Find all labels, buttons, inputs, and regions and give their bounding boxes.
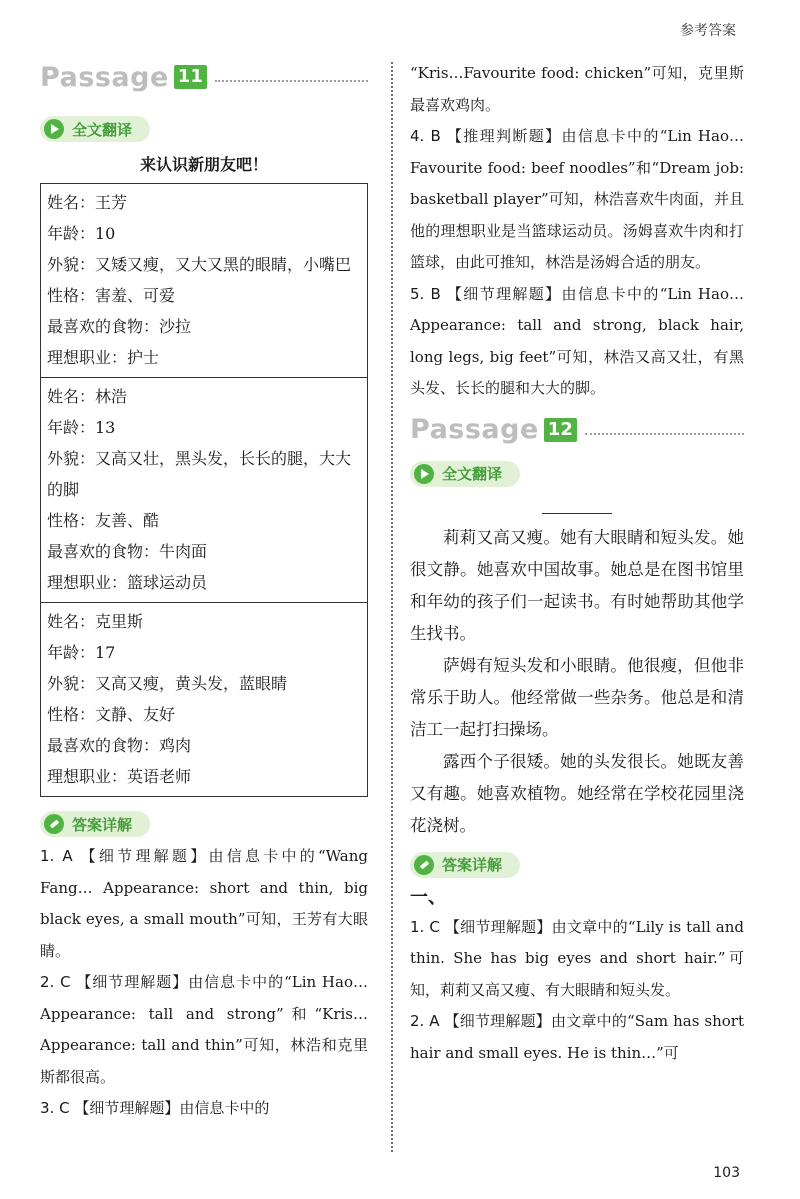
info-line: 外貌：又矮又瘦，又大又黑的眼睛，小嘴巴 <box>47 255 352 274</box>
info-line: 最喜欢的食物：鸡肉 <box>47 736 192 755</box>
passage-number-badge: 11 <box>174 65 207 89</box>
answer-number: 2. A <box>410 1012 440 1030</box>
passage-word: Passage <box>40 61 169 93</box>
right-column <box>410 58 744 1069</box>
info-line: 年龄：10 <box>47 224 116 243</box>
info-line: 姓名：克里斯 <box>47 612 144 631</box>
pen-icon <box>44 814 64 834</box>
answer-text: 【细节理解题】由信息卡中的“Wang Fang… Appearance: short and thin, big black eyes, a small mouth”可知，王芳有大眼睛。 <box>40 847 368 960</box>
answer-number: 4. B <box>410 127 441 145</box>
answer-tag-label: 答案详解 <box>72 815 133 834</box>
answer-tag-label: 答案详解 <box>442 856 503 874</box>
answer-text: 【推理判断题】由信息卡中的“Lin Hao…Favourite food: beef noodles”和“Dream job: basketball player”可知，林浩喜欢牛肉面，并且他的理想职业是当篮球运动员。汤姆喜欢牛肉和打篮球，由此可推知，林浩是汤姆合适的朋友。 <box>410 127 744 271</box>
answer-item <box>410 279 744 405</box>
answer-item <box>40 1093 368 1125</box>
translation-tag-label: 全文翻译 <box>72 120 133 139</box>
page-header: 参考答案 <box>680 23 736 39</box>
answer-list-passage-12 <box>410 912 744 1070</box>
answer-item <box>410 121 744 279</box>
card-title: 来认识新朋友吧！ <box>139 155 268 174</box>
info-line: 姓名：王芳 <box>47 193 128 212</box>
answer-number: 1. C <box>410 917 440 936</box>
translation-tag <box>410 461 520 487</box>
info-card-kris <box>41 602 367 796</box>
info-line: 年龄：17 <box>47 643 116 662</box>
answer-item <box>40 841 368 967</box>
play-icon <box>44 119 64 139</box>
translation-paragraph: 露西个子很矮。她的头发很长。她既友善又有趣。她喜欢植物。她经常在学校花园里浇花浇树。 <box>410 751 744 835</box>
info-line: 最喜欢的食物：沙拉 <box>47 317 192 336</box>
answer-text: 【细节理解题】由信息卡中的“Lin Hao…Appearance: tall and strong”和“Kris…Appearance: tall and thin”可知，林浩和克里斯都很高。 <box>40 973 368 1086</box>
answer-number: 2. C <box>40 973 71 991</box>
answer-item <box>40 967 368 1093</box>
info-card-lin-hao <box>41 377 367 602</box>
answer-tag <box>40 811 150 837</box>
info-line: 的脚 <box>47 480 80 499</box>
column-divider <box>391 62 393 1152</box>
answer-number: 5. B <box>410 284 441 303</box>
answer-item <box>410 912 744 1007</box>
info-line: 性格：文静、友好 <box>47 705 176 724</box>
answer-number: 3. C <box>40 1099 70 1117</box>
translation-tag-label: 全文翻译 <box>442 465 503 483</box>
translation-body <box>410 522 744 842</box>
translation-paragraph: 莉莉又高又瘦。她有大眼睛和短头发。她很文静。她喜欢中国故事。她总是在图书馆里和年幼的孩子们一起读书。有时她帮助其他学生找书。 <box>410 527 744 643</box>
answer-list-continued <box>410 121 744 405</box>
dotted-rule <box>215 80 368 82</box>
passage-word: Passage <box>410 414 539 445</box>
info-line: 姓名：林浩 <box>47 387 128 406</box>
translation-tag <box>40 116 150 142</box>
page-number: 103 <box>713 1165 740 1181</box>
answer-text: 【细节理解题】由信息卡中的“Lin Hao…Appearance: tall and strong, black hair, long legs, big feet”可知，林浩又高又壮，有黑头发、长长的腿和大大的脚。 <box>410 284 744 397</box>
info-line: 最喜欢的食物：牛肉面 <box>47 542 208 561</box>
dotted-rule <box>585 433 744 435</box>
answer-text: 【细节理解题】由文章中的“Sam has short hair and small eyes. He is thin…”可 <box>410 1012 744 1062</box>
passage-11-heading <box>40 58 368 96</box>
answer-text: 【细节理解题】由信息卡中的 <box>74 1099 270 1117</box>
info-line: 性格：害羞、可爱 <box>47 286 176 305</box>
passage-12-heading <box>410 411 744 449</box>
info-card-table <box>40 183 368 797</box>
info-line: 理想职业：英语老师 <box>47 767 192 786</box>
answer-list <box>40 841 368 1125</box>
passage-number-badge: 12 <box>544 418 577 442</box>
pen-icon <box>414 855 434 875</box>
title-blank-line <box>542 505 612 514</box>
info-line: 性格：友善、酷 <box>47 511 160 530</box>
answer-continuation: “Kris…Favourite food: chicken”可知，克里斯最喜欢鸡肉。 <box>410 64 744 114</box>
answer-tag <box>410 852 520 878</box>
info-line: 理想职业：篮球运动员 <box>47 573 208 592</box>
info-line: 外貌：又高又壮，黑头发，长长的腿，大大 <box>47 449 352 468</box>
part-label: 一、 <box>410 886 446 908</box>
play-icon <box>414 464 434 484</box>
info-card-wang-fang <box>41 184 367 377</box>
info-line: 外貌：又高又瘦，黄头发，蓝眼睛 <box>47 674 288 693</box>
left-column <box>40 58 368 1125</box>
info-line: 理想职业：护士 <box>47 348 160 367</box>
answer-item <box>410 1006 744 1069</box>
translation-paragraph: 萨姆有短头发和小眼睛。他很瘦，但他非常乐于助人。他经常做一些杂务。他总是和清洁工一起打扫操场。 <box>410 655 744 739</box>
info-line: 年龄：13 <box>47 418 116 437</box>
answer-text: 【细节理解题】由文章中的“Lily is tall and thin. She has big eyes and short hair.”可知，莉莉又高又瘦、有大眼睛和短头发。 <box>410 917 744 999</box>
answer-number: 1. A <box>40 847 73 865</box>
